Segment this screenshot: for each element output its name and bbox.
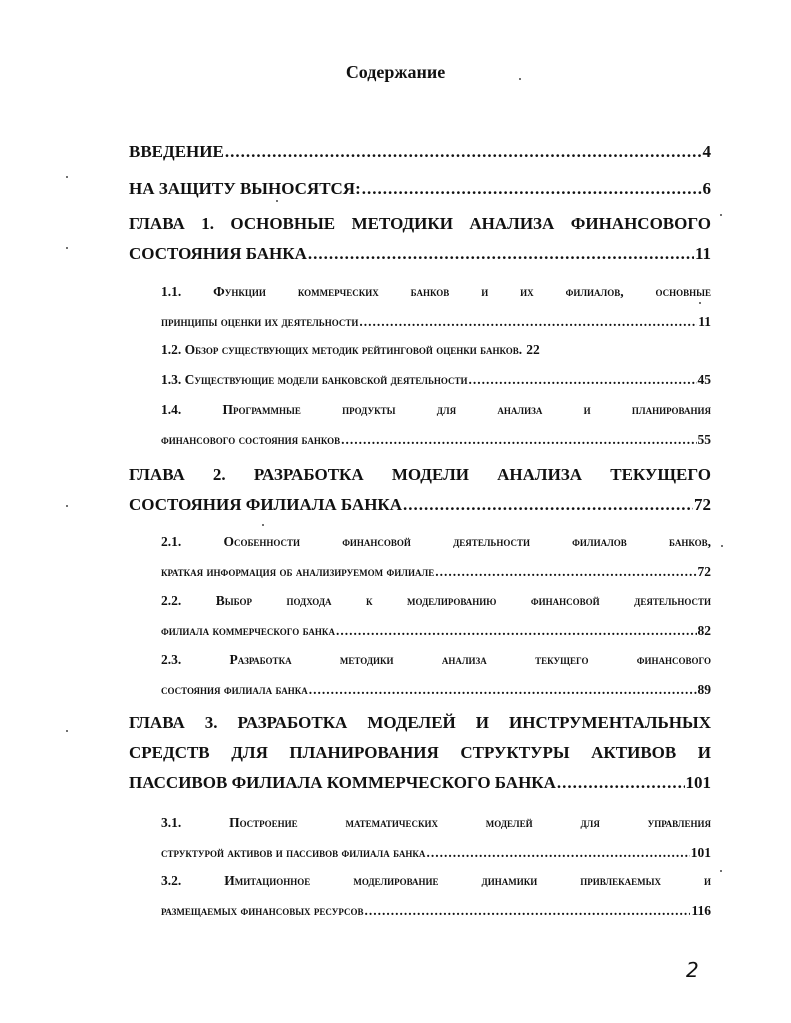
entry-title-line: ГЛАВА 3. РАЗРАБОТКА МОДЕЛЕЙ И ИНСТРУМЕНТАЛЬНЫХ [129,713,711,732]
toc-entry-section-2-2[interactable] [161,586,711,646]
dot-leader [336,616,697,646]
dot-leader [225,137,702,167]
toc-entry-section-2-3[interactable] [161,645,711,705]
entry-title: 1.3. Существующие модели банковской деятельности [161,372,468,387]
entry-title-line: 3.1. Построение математических моделей для управления [161,815,711,830]
entry-title: структурой активов и пассивов филиала банка [161,845,426,860]
entry-title-line: ГЛАВА 1. ОСНОВНЫЕ МЕТОДИКИ АНАЛИЗА ФИНАНСОВОГО [129,214,711,233]
dot-leader [309,675,697,705]
toc-entry-chapter-1[interactable] [129,209,711,269]
toc-entry-chapter-3[interactable] [129,708,711,798]
scan-speck [721,545,723,547]
scan-speck [66,505,68,507]
entry-title-line: 2.3. Разработка методики анализа текущего финансового [161,652,711,667]
entry-title: 1.2. Обзор существующих методик рейтинговой оценки банков. [161,342,523,357]
dot-leader [403,490,693,520]
toc-entry-section-1-1[interactable] [161,277,711,337]
handwritten-page-number: 2 [686,958,699,982]
entry-page: 22 [526,342,540,357]
entry-page: 82 [697,623,711,638]
entry-title-line: 2.1. Особенности финансовой деятельности филиалов банков, [161,534,711,549]
scan-speck [262,524,264,526]
entry-page: 55 [697,432,711,447]
entry-title: филиала коммерческого банка [161,623,335,638]
dot-leader [308,239,694,269]
dot-leader [469,365,697,395]
scan-speck [720,870,722,872]
entry-title: НА ЗАЩИТУ ВЫНОСЯТСЯ: [129,179,361,198]
dot-leader [359,307,697,337]
entry-page: 6 [702,179,711,198]
entry-title: финансового состояния банков [161,432,341,447]
toc-entry-section-1-3[interactable] [161,365,711,395]
entry-title-line: СРЕДСТВ ДЛЯ ПЛАНИРОВАНИЯ СТРУКТУРЫ АКТИВОВ И [129,743,711,762]
entry-title: СОСТОЯНИЯ ФИЛИАЛА БАНКА [129,495,403,514]
entry-title: краткая информация об анализируемом филиале [161,564,435,579]
entry-page: 4 [702,142,711,161]
entry-title: ВВЕДЕНИЕ [129,142,224,161]
dot-leader [557,768,685,798]
scan-speck [66,176,68,178]
entry-page: 11 [694,244,711,263]
toc-entry-section-2-1[interactable] [161,527,711,587]
entry-title-line: ГЛАВА 2. РАЗРАБОТКА МОДЕЛИ АНАЛИЗА ТЕКУЩЕГО [129,465,711,484]
dot-leader [426,838,689,868]
entry-page: 89 [697,682,711,697]
dot-leader [435,557,696,587]
page-title: Содержание [345,62,446,82]
dot-leader [365,896,691,926]
toc-entry-section-3-1[interactable] [161,808,711,868]
scan-speck [66,247,68,249]
entry-title: ПАССИВОВ ФИЛИАЛА КОММЕРЧЕСКОГО БАНКА [129,773,556,792]
entry-page: 11 [698,314,711,329]
entry-title-line: 1.4. Программные продукты для анализа и планирования [161,402,711,417]
entry-title: принципы оценки их деятельности [161,314,359,329]
scan-speck [699,302,701,304]
entry-title-line: 3.2. Имитационное моделирование динамики привлекаемых и [161,873,711,888]
entry-title-line: 2.2. Выбор подхода к моделированию финансовой деятельности [161,593,711,608]
entry-title: состояния филиала банка [161,682,308,697]
scan-speck [276,200,278,202]
toc-entry-section-1-2[interactable] [161,335,711,365]
toc-entry-chapter-2[interactable] [129,460,711,520]
entry-page: 101 [685,773,711,792]
toc-entry-introduction[interactable] [129,137,711,167]
entry-title: СОСТОЯНИЯ БАНКА [129,244,307,263]
dot-leader [362,174,702,204]
toc-entry-section-1-4[interactable] [161,395,711,455]
entry-page: 72 [697,564,711,579]
entry-page: 101 [690,845,711,860]
scan-speck [519,78,521,80]
scan-speck [66,730,68,732]
dot-leader [341,425,696,455]
entry-page: 72 [694,495,711,514]
entry-title: размещаемых финансовых ресурсов [161,903,364,918]
scan-speck [720,214,722,216]
entry-page: 45 [697,372,711,387]
entry-page: 116 [691,903,711,918]
entry-title-line: 1.1. Функции коммерческих банков и их филиалов, основные [161,284,711,299]
toc-entry-section-3-2[interactable] [161,866,711,926]
toc-entry-defense[interactable] [129,174,711,204]
